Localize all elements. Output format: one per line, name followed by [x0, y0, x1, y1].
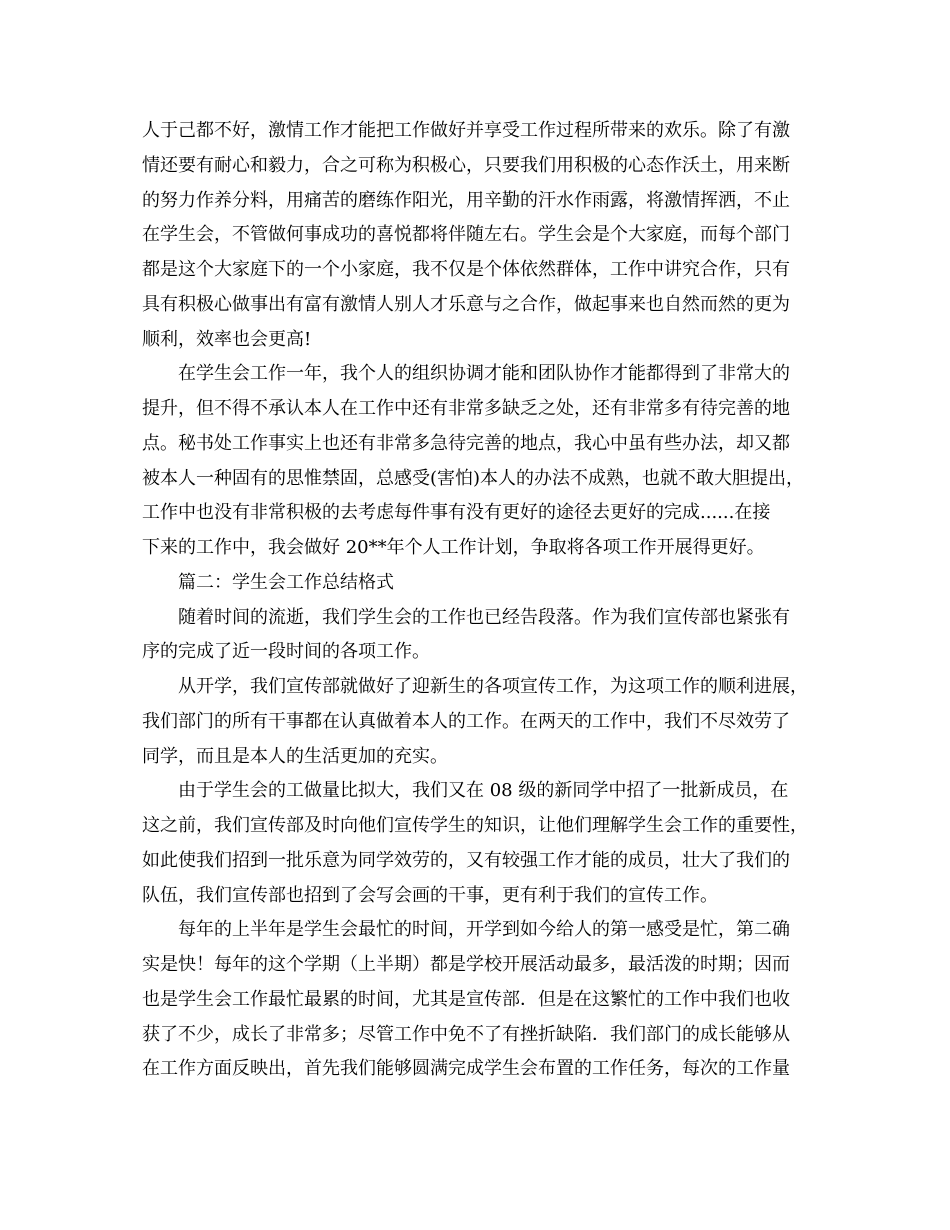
text-line: 点。秘书处工作事实上也还有非常多急待完善的地点，我心中虽有些办法，却又都 [142, 432, 790, 454]
document-body [142, 114, 818, 1087]
paragraph-start-line: 随着时间的流逝，我们学生会的工作也已经告段落。作为我们宣传部也紧张有 [178, 606, 790, 628]
text-line: 工作中也没有非常积极的去考虑每件事有没有更好的途径去更好的完成......在接 [142, 502, 771, 524]
text-line: 具有积极心做事出有富有激情人别人才乐意与之合作，做起事来也自然而然的更为 [142, 293, 790, 315]
text-line: 实是快！每年的这个学期（上半期）都是学校开展活动最多，最活泼的时期；因而 [142, 954, 790, 975]
text-line: 获了不少，成长了非常多；尽管工作中免不了有挫折缺陷．我们部门的成长能够从 [142, 1023, 790, 1045]
text-line: 顺利，效率也会更高! [142, 328, 312, 350]
text-line: 序的完成了近一段时间的各项工作。 [142, 641, 430, 663]
text-line: 人于己都不好，激情工作才能把工作做好并享受工作过程所带来的欢乐。除了有激 [142, 120, 790, 141]
text-line: 情还要有耐心和毅力，合之可称为积极心，只要我们用积极的心态作沃土，用来断 [142, 154, 790, 176]
section-heading: 篇二：学生会工作总结格式 [178, 571, 394, 593]
paragraph-start-line: 每年的上半年是学生会最忙的时间，开学到如今给人的第一感受是忙，第二确 [178, 919, 790, 941]
paragraph-start-line: 从开学，我们宣传部就做好了迎新生的各项宣传工作，为这项工作的顺利进展， [178, 676, 808, 697]
text-line: 的努力作养分料，用痛苦的磨练作阳光，用辛勤的汗水作雨露，将激情挥洒，不止 [142, 189, 790, 211]
text-line: 下来的工作中，我会做好 20**年个人工作计划，争取将各项工作开展得更好。 [142, 537, 765, 558]
text-line: 都是这个大家庭下的一个小家庭，我不仅是个体依然群体，工作中讲究合作，只有 [142, 259, 790, 280]
text-line: 在工作方面反映出，首先我们能够圆满完成学生会布置的工作任务，每次的工作量 [142, 1058, 790, 1080]
text-line: 队伍，我们宣传部也招到了会写会画的干事，更有利于我们的宣传工作。 [142, 884, 718, 906]
text-line: 如此使我们招到一批乐意为同学效劳的，又有较强工作才能的成员，壮大了我们的 [142, 849, 790, 871]
text-line: 也是学生会工作最忙最累的时间，尤其是宣传部．但是在这繁忙的工作中我们也收 [142, 988, 790, 1010]
text-line: 我们部门的所有干事都在认真做着本人的工作。在两天的工作中，我们不尽效劳了 [142, 710, 790, 732]
text-line: 这之前，我们宣传部及时向他们宣传学生的知识，让他们理解学生会工作的重要性， [142, 815, 808, 836]
text-line: 同学，而且是本人的生活更加的充实。 [142, 745, 448, 767]
text-line: 提升，但不得不承认本人在工作中还有非常多缺乏之处，还有非常多有待完善的地 [142, 398, 790, 419]
text-line: 在学生会，不管做何事成功的喜悦都将伴随左右。学生会是个大家庭，而每个部门 [142, 224, 790, 246]
paragraph-start-line: 由于学生会的工做量比拟大，我们又在 08 级的新同学中招了一批新成员，在 [178, 780, 789, 802]
text-line: 被本人一种固有的思惟禁固，总感受(害怕)本人的办法不成熟，也就不敢大胆提出， [142, 467, 805, 489]
paragraph-start-line: 在学生会工作一年，我个人的组织协调才能和团队协作才能都得到了非常大的 [178, 363, 790, 385]
